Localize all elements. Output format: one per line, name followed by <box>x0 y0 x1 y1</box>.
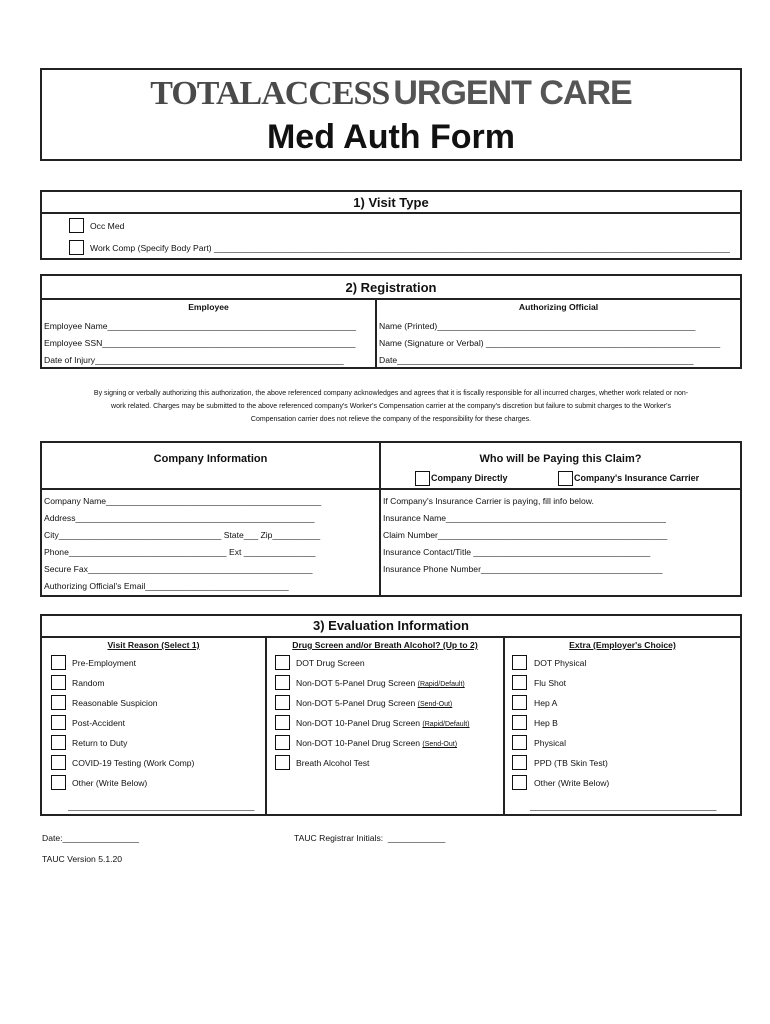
visit-reason-label: Reasonable Suspicion <box>72 698 158 708</box>
covid-testing-checkbox[interactable] <box>51 755 66 770</box>
extra-label: PPD (TB Skin Test) <box>534 758 608 768</box>
page-title: Med Auth Form <box>266 118 516 156</box>
employee-heading: Employee <box>188 302 229 312</box>
hep-a-checkbox[interactable] <box>512 695 527 710</box>
visit-reason-label: Pre-Employment <box>72 658 136 668</box>
work-comp-field[interactable]: Work Comp (Specify Body Part) ____________________________________________________________________________________________________________ <box>90 243 730 253</box>
drug-screen-note: (Send-Out) <box>417 701 453 708</box>
visit-type-heading: 1) Visit Type <box>353 195 429 210</box>
extra-label: Flu Shot <box>534 678 567 688</box>
payer-heading: Who will be Paying this Claim? <box>479 453 642 465</box>
return-to-duty-checkbox[interactable] <box>51 735 66 750</box>
company-address-field[interactable]: Address__________________________________________________ <box>44 513 315 523</box>
evaluation-section <box>40 614 742 816</box>
visit-reason-label: Random <box>72 678 105 688</box>
other-extra-checkbox[interactable] <box>512 775 527 790</box>
visit-reason-heading: Visit Reason (Select 1) <box>107 640 200 650</box>
dot-drug-screen-checkbox[interactable] <box>275 655 290 670</box>
registrar-initials-field[interactable]: TAUC Registrar Initials: ____________ <box>294 833 446 843</box>
company-city-state-zip-field[interactable]: City__________________________________ State___ Zip__________ <box>44 530 321 540</box>
flu-shot-checkbox[interactable] <box>512 675 527 690</box>
drug-screen-heading: Drug Screen and/or Breath Alcohol? (Up to 2) <box>292 640 478 650</box>
drug-screen-text: Non-DOT 10-Panel Drug Screen <box>296 738 423 748</box>
drug-screen-note: (Rapid/Default) <box>422 721 470 728</box>
official-email-field[interactable]: Authorizing Official's Email______________________________ <box>44 581 289 591</box>
hep-b-checkbox[interactable] <box>512 715 527 730</box>
header-box <box>40 68 742 161</box>
official-signature-field[interactable]: Name (Signature or Verbal) _________________________________________________ <box>379 338 721 348</box>
logo-access: ACCESS <box>261 75 390 112</box>
logo <box>42 74 740 113</box>
reasonable-suspicion-checkbox[interactable] <box>51 695 66 710</box>
version-label: TAUC Version 5.1.20 <box>42 854 123 864</box>
logo-urgent-care: URGENT CARE <box>393 74 632 112</box>
occ-med-label: Occ Med <box>90 221 125 231</box>
company-name-field[interactable]: Company Name_____________________________________________ <box>44 496 322 506</box>
logo-total: TOTAL <box>150 75 262 112</box>
random-checkbox[interactable] <box>51 675 66 690</box>
disclaimer <box>40 387 742 426</box>
other-extra-write-line[interactable]: _______________________________________ <box>530 801 717 811</box>
company-fax-field[interactable]: Secure Fax_______________________________________________ <box>44 564 313 574</box>
post-accident-checkbox[interactable] <box>51 715 66 730</box>
work-comp-checkbox[interactable] <box>69 240 84 255</box>
employee-name-field[interactable]: Employee Name____________________________________________________ <box>44 321 357 331</box>
extra-label: Other (Write Below) <box>534 778 610 788</box>
company-directly-label: Company Directly <box>431 473 508 483</box>
extra-label: DOT Physical <box>534 658 587 668</box>
drug-screen-label <box>296 678 465 688</box>
insurance-phone-field[interactable]: Insurance Phone Number______________________________________ <box>383 564 663 574</box>
pre-employment-checkbox[interactable] <box>51 655 66 670</box>
non-dot-5-sendout-checkbox[interactable] <box>275 695 290 710</box>
physical-checkbox[interactable] <box>512 735 527 750</box>
extra-label: Hep B <box>534 718 558 728</box>
claim-number-field[interactable]: Claim Number________________________________________________ <box>383 530 668 540</box>
extra-heading: Extra (Employer's Choice) <box>569 640 676 650</box>
insurance-carrier-checkbox[interactable] <box>558 471 573 486</box>
official-date-field[interactable]: Date______________________________________________________________ <box>379 355 694 365</box>
non-dot-10-rapid-checkbox[interactable] <box>275 715 290 730</box>
company-info-heading: Company Information <box>153 453 268 465</box>
registration-section <box>40 274 742 369</box>
breath-alcohol-checkbox[interactable] <box>275 755 290 770</box>
visit-reason-label: Post-Accident <box>72 718 126 728</box>
company-payer-section <box>40 441 742 597</box>
drug-screen-text: Non-DOT 5-Panel Drug Screen <box>296 698 418 708</box>
drug-screen-label <box>296 738 457 748</box>
drug-screen-label <box>296 658 365 668</box>
ppd-checkbox[interactable] <box>512 755 527 770</box>
drug-screen-label <box>296 698 452 708</box>
employee-ssn-field[interactable]: Employee SSN_____________________________________________________ <box>44 338 356 348</box>
other-visit-reason-write-line[interactable]: _______________________________________ <box>68 801 255 811</box>
official-heading: Authorizing Official <box>518 302 599 312</box>
drug-screen-text: Non-DOT 5-Panel Drug Screen <box>296 678 418 688</box>
insurance-carrier-label: Company's Insurance Carrier <box>574 473 700 483</box>
drug-screen-note: (Rapid/Default) <box>417 681 465 688</box>
occ-med-checkbox[interactable] <box>69 218 84 233</box>
visit-reason-label: Other (Write Below) <box>72 778 148 788</box>
dot-physical-checkbox[interactable] <box>512 655 527 670</box>
official-name-printed-field[interactable]: Name (Printed)______________________________________________________ <box>379 321 696 331</box>
drug-screen-text: DOT Drug Screen <box>296 658 365 668</box>
insurance-contact-field[interactable]: Insurance Contact/Title _____________________________________ <box>383 547 651 557</box>
company-phone-field[interactable]: Phone_________________________________ Ext _______________ <box>44 547 316 557</box>
visit-reason-label: Return to Duty <box>72 738 128 748</box>
drug-screen-label <box>296 758 369 768</box>
disclaimer-line: work related. Charges may be submitted to the above referenced company's Worker's Compensation carrier at the company's discretion but failure to submit charges to the Worker's <box>111 403 671 410</box>
disclaimer-line: Compensation carrier does not relieve the company of the responsibility for these charges. <box>250 416 532 423</box>
registration-heading: 2) Registration <box>345 280 437 295</box>
extra-label: Hep A <box>534 698 558 708</box>
extra-label: Physical <box>534 738 566 748</box>
date-field[interactable]: Date:________________ <box>42 833 140 843</box>
drug-screen-label <box>296 718 470 728</box>
visit-type-section <box>40 190 742 260</box>
evaluation-heading: 3) Evaluation Information <box>312 618 469 633</box>
insurance-intro: If Company's Insurance Carrier is paying, fill info below. <box>383 496 594 506</box>
drug-screen-text: Breath Alcohol Test <box>296 758 370 768</box>
visit-reason-label: COVID-19 Testing (Work Comp) <box>72 758 195 768</box>
drug-screen-note: (Send-Out) <box>422 741 458 748</box>
disclaimer-line: By signing or verbally authorizing this authorization, the above referenced company acknowledges and agrees that it is fiscally responsible for all incurred charges, whether work related or non- <box>93 390 689 397</box>
company-directly-checkbox[interactable] <box>415 471 430 486</box>
non-dot-5-rapid-checkbox[interactable] <box>275 675 290 690</box>
drug-screen-text: Non-DOT 10-Panel Drug Screen <box>296 718 423 728</box>
other-visit-reason-checkbox[interactable] <box>51 775 66 790</box>
insurance-name-field[interactable]: Insurance Name______________________________________________ <box>383 513 666 523</box>
non-dot-10-sendout-checkbox[interactable] <box>275 735 290 750</box>
date-of-injury-field[interactable]: Date of Injury____________________________________________________ <box>44 355 344 365</box>
